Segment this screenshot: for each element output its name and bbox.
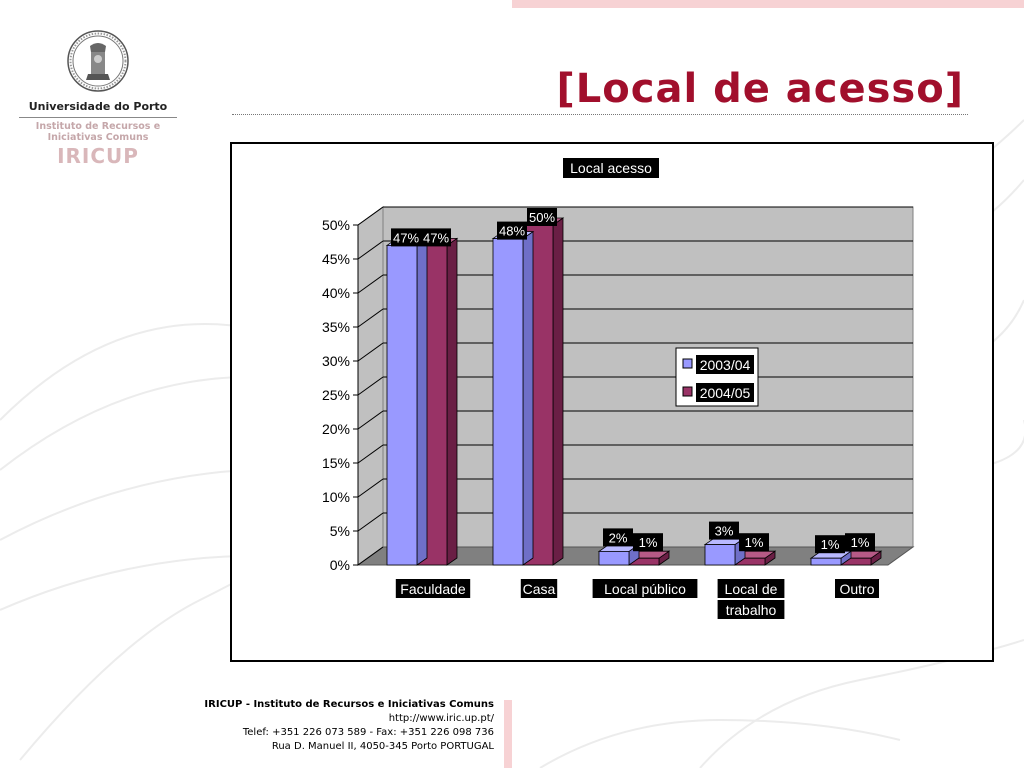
bar xyxy=(705,545,735,565)
data-label: 1% xyxy=(820,537,840,553)
bar-chart xyxy=(230,142,994,662)
university-logo-block xyxy=(18,28,178,168)
y-tick-label: 20% xyxy=(321,421,350,437)
bar xyxy=(811,558,841,565)
data-label: 2% xyxy=(608,530,628,546)
data-label: 1% xyxy=(850,535,870,551)
x-category-label: Local público xyxy=(604,581,686,597)
footer-org: IRICUP - Instituto de Recursos e Iniciativas Comuns xyxy=(204,699,494,710)
bar xyxy=(387,245,417,565)
bar-side xyxy=(553,218,563,565)
y-tick-label: 5% xyxy=(329,523,350,539)
bar-side xyxy=(417,238,427,565)
institute-name-line2: Iniciativas Comuns xyxy=(47,132,149,143)
y-tick-label: 15% xyxy=(321,455,350,471)
bar xyxy=(599,551,629,565)
data-label: 3% xyxy=(714,523,734,539)
x-category-label: trabalho xyxy=(725,602,777,618)
y-tick-label: 25% xyxy=(321,387,350,403)
data-label: 1% xyxy=(744,535,764,551)
footer-address: Rua D. Manuel II, 4050-345 Porto PORTUGAL xyxy=(271,741,494,752)
data-label: 48% xyxy=(498,223,526,239)
x-category-label: Local de xyxy=(724,581,778,597)
data-label: 47% xyxy=(422,230,450,246)
footer-contact xyxy=(180,698,494,754)
footer-url[interactable]: http://www.iric.up.pt/ xyxy=(388,713,494,724)
legend-label: 2003/04 xyxy=(699,357,751,373)
y-tick-label: 0% xyxy=(329,557,350,573)
footer-phone: Telef: +351 226 073 589 - Fax: +351 226 098 736 xyxy=(242,727,494,738)
x-category-label: Faculdade xyxy=(400,581,466,597)
institute-acronym: IRICUP xyxy=(57,144,139,168)
y-tick-label: 45% xyxy=(321,251,350,267)
legend-label: 2004/05 xyxy=(699,385,751,401)
title-underline xyxy=(232,114,968,115)
institute-name-line1: Instituto de Recursos e xyxy=(35,121,161,132)
bar xyxy=(493,239,523,565)
y-tick-label: 30% xyxy=(321,353,350,369)
data-label: 1% xyxy=(638,535,658,551)
y-tick-label: 35% xyxy=(321,319,350,335)
legend-swatch xyxy=(683,387,692,396)
footer-accent-bar xyxy=(504,700,512,768)
y-tick-label: 50% xyxy=(321,217,350,233)
legend-swatch xyxy=(683,359,692,368)
x-category-label: Outro xyxy=(839,581,875,597)
y-tick-label: 10% xyxy=(321,489,350,505)
slide-title: [Local de acesso] xyxy=(556,66,964,112)
bar-side xyxy=(523,232,533,565)
university-seal-icon xyxy=(63,28,133,94)
data-label: 50% xyxy=(528,210,556,225)
logo-divider xyxy=(19,117,177,118)
university-name: Universidade do Porto xyxy=(28,100,168,113)
y-tick-label: 40% xyxy=(321,285,350,301)
x-category-label: Casa xyxy=(522,581,556,597)
bar-side xyxy=(447,238,457,565)
data-label: 47% xyxy=(392,230,420,246)
chart-title: Local acesso xyxy=(570,160,652,176)
